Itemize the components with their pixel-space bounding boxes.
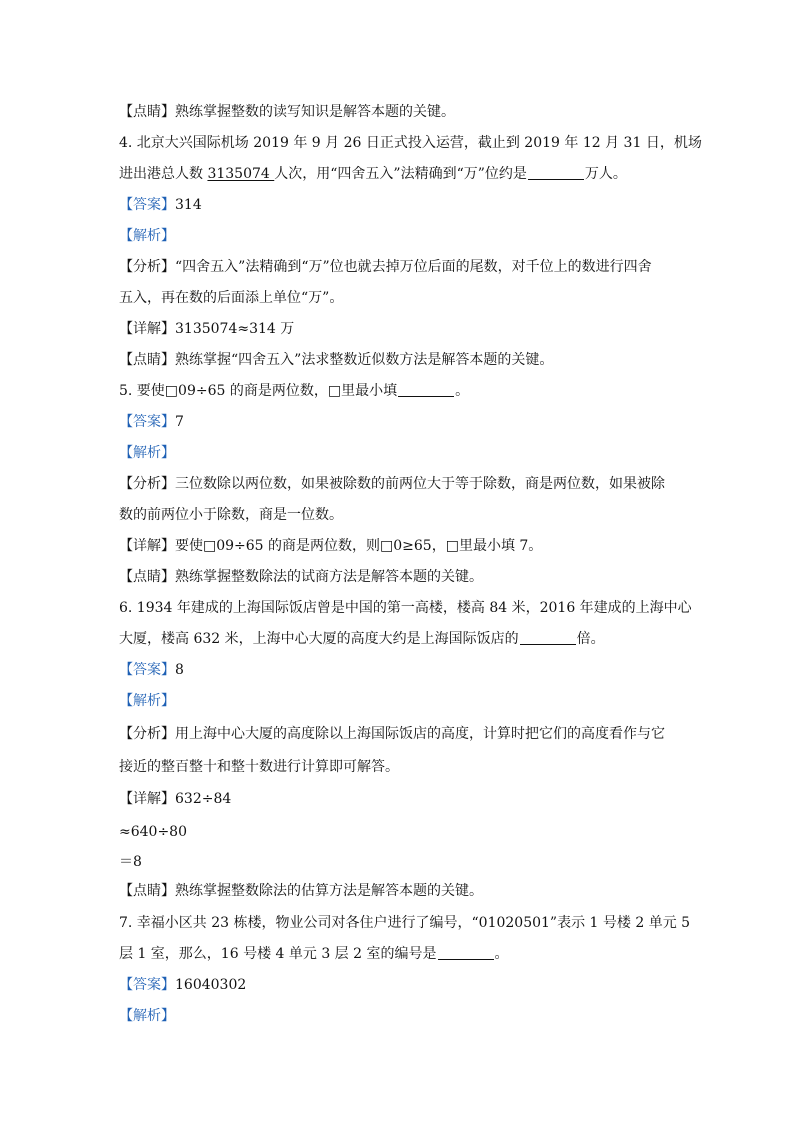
detail-tag: 【详解】: [119, 321, 175, 337]
detail-text: 632÷84: [175, 791, 232, 807]
reasoning-tag: 【分析】: [119, 259, 175, 275]
question-4-text: 进出港总人数: [119, 166, 208, 182]
question-5-line: [119, 381, 469, 401]
analysis-heading-4: [119, 226, 175, 246]
answer-line-7: [119, 975, 246, 995]
detail-line-6: [119, 789, 231, 809]
detail-step-3: ＝8: [119, 854, 142, 870]
detail-step-2: ≈640÷80: [119, 824, 187, 840]
detail-tag: 【详解】: [119, 538, 175, 554]
question-7-text: 层 1 室，那么，16 号楼 4 单元 3 层 2 室的编号是: [119, 946, 437, 962]
reasoning-tag: 【分析】: [119, 476, 175, 492]
question-6-end: 倍。: [576, 631, 605, 647]
key-point-tag: 【点睛】: [119, 104, 175, 120]
analysis-tag: 【解析】: [119, 445, 175, 461]
detail-text: 3135074≈314 万: [175, 321, 295, 337]
key-point-line-6: [119, 881, 483, 901]
key-point-tag: 【点睛】: [119, 569, 175, 585]
analysis-heading-7: [119, 1006, 175, 1026]
question-7-line-2: [119, 944, 509, 964]
reasoning-text: 用上海中心大厦的高度除以上海国际饭店的高度，计算时把它们的高度看作与它: [175, 726, 665, 742]
question-4-text-end: 万人。: [584, 166, 627, 182]
key-point-tag: 【点睛】: [119, 883, 175, 899]
question-6-text: 大厦，楼高 632 米，上海中心大厦的高度大约是上海国际饭店的: [119, 631, 519, 647]
answer-value: 8: [175, 662, 184, 678]
question-7-line-1: 7. 幸福小区共 23 栋楼，物业公司对各住户进行了编号，“01020501”表示 1 号楼 2 单元 5: [119, 915, 691, 931]
key-point-text: 熟练掌握“四舍五入”法求整数近似数方法是解答本题的关键。: [175, 352, 554, 368]
question-5-end: 。: [455, 383, 470, 399]
question-6-line-2: [119, 629, 605, 649]
question-6-line-1: 6. 1934 年建成的上海国际饭店曾是中国的第一高楼，楼高 84 米，2016 年建成的上海中心: [119, 600, 692, 616]
key-point-line-4: [119, 350, 553, 370]
answer-blank: [528, 165, 584, 180]
answer-line-4: [119, 195, 202, 215]
answer-value: 7: [175, 414, 184, 430]
key-point-line: [119, 102, 455, 122]
detail-line-4: [119, 319, 294, 339]
reasoning-text: “四舍五入”法精确到“万”位也就去掉万位后面的尾数，对千位上的数进行四舍: [175, 259, 652, 275]
answer-blank: [520, 630, 576, 645]
detail-tag: 【详解】: [119, 791, 175, 807]
analysis-heading-6: [119, 691, 175, 711]
reasoning-line-5b: 数的前两位小于除数，商是一位数。: [119, 507, 343, 523]
key-point-text: 熟练掌握整数的读写知识是解答本题的关键。: [175, 104, 455, 120]
answer-blank: [398, 382, 454, 397]
reasoning-tag: 【分析】: [119, 726, 175, 742]
analysis-tag: 【解析】: [119, 693, 175, 709]
reasoning-line-6a: [119, 724, 665, 744]
analysis-heading-5: [119, 443, 175, 463]
answer-blank: [438, 945, 494, 960]
analysis-tag: 【解析】: [119, 228, 175, 244]
question-4-line-2: [119, 164, 627, 184]
answer-line-5: [119, 412, 184, 432]
answer-tag: 【答案】: [119, 977, 175, 993]
question-4-line-1: 4. 北京大兴国际机场 2019 年 9 月 26 日正式投入运营，截止到 2019 年 12 月 31 日，机场: [119, 135, 702, 151]
reasoning-text: 三位数除以两位数，如果被除数的前两位大于等于除数，商是两位数，如果被除: [175, 476, 665, 492]
answer-tag: 【答案】: [119, 414, 175, 430]
answer-value: 16040302: [175, 977, 247, 993]
reasoning-line-4b: 五入，再在数的后面添上单位“万”。: [119, 290, 344, 306]
answer-tag: 【答案】: [119, 197, 175, 213]
analysis-tag: 【解析】: [119, 1008, 175, 1024]
answer-tag: 【答案】: [119, 662, 175, 678]
key-point-tag: 【点睛】: [119, 352, 175, 368]
question-5-text: 5. 要使□09÷65 的商是两位数，□里最小填: [119, 383, 398, 399]
reasoning-line-4a: [119, 257, 652, 277]
key-point-text: 熟练掌握整数除法的估算方法是解答本题的关键。: [175, 883, 483, 899]
question-7-end: 。: [494, 946, 509, 962]
passenger-count: 3135074: [207, 166, 275, 182]
answer-value: 314: [175, 197, 202, 213]
reasoning-line-6b: 接近的整百整十和整十数进行计算即可解答。: [119, 759, 399, 775]
key-point-text: 熟练掌握整数除法的试商方法是解答本题的关键。: [175, 569, 483, 585]
detail-line-5: [119, 536, 542, 556]
reasoning-line-5a: [119, 474, 665, 494]
answer-line-6: [119, 660, 184, 680]
question-4-text-mid: 人次，用“四舍五入”法精确到“万”位约是: [274, 166, 527, 182]
detail-text: 要使□09÷65 的商是两位数，则□0≥65，□里最小填 7。: [175, 538, 543, 554]
key-point-line-5: [119, 567, 483, 587]
